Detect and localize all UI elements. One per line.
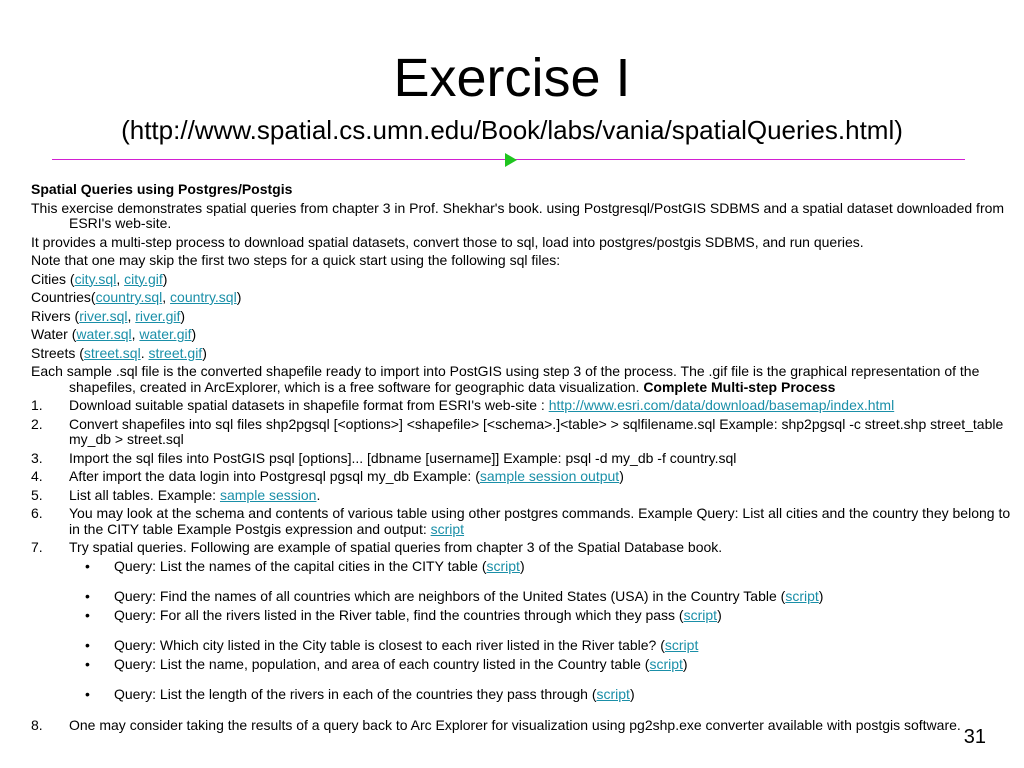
page-number: 31 [963, 726, 986, 748]
script-link[interactable]: script [486, 557, 520, 574]
query-item: • Query: List the names of the capital cities in the CITY table (script) [85, 557, 525, 574]
file-link[interactable]: river.gif [135, 307, 181, 324]
bullet-icon: • [85, 588, 90, 604]
file-link[interactable]: street.sql [83, 344, 141, 361]
step-2: 2. Convert shapefiles into sql files shp2pgsql [<options>] <shapefile> [<schema>.]<table> > sqlfilename.sql Example: shp2pgsql -c street.shp street_table my_db > street.sql [31, 415, 1004, 447]
file-link[interactable]: water.gif [139, 326, 192, 342]
complete-process-label: Complete Multi-step Process [643, 378, 836, 395]
esri-download-link[interactable]: http://www.esri.com/data/download/basemap/index.html [548, 397, 895, 413]
bullet-icon: • [85, 655, 90, 672]
step-4: 4. After import the data login into Postgresql pgsql my_db Example: (sample session output) [31, 468, 624, 484]
script-link[interactable]: script [785, 588, 819, 604]
script-link[interactable]: script [649, 655, 683, 672]
script-link[interactable]: script [430, 520, 465, 537]
note-paragraph: Note that one may skip the first two steps for a quick start using the following sql files: [31, 252, 561, 268]
slide-title: Exercise I [393, 48, 631, 108]
play-arrow-icon [505, 153, 517, 167]
script-link[interactable]: script [683, 606, 718, 623]
script-link[interactable]: script [596, 686, 630, 702]
file-row-rivers: Rivers (river.sql, river.gif) [31, 307, 186, 324]
section-heading: Spatial Queries using Postgres/Postgis [31, 181, 293, 197]
file-link[interactable]: city.sql [74, 270, 117, 287]
query-item: • Query: List the name, population, and area of each country listed in the Country table (script) [85, 655, 688, 672]
slide-subtitle-url: (http://www.spatial.cs.umn.edu/Book/labs/vania/spatialQueries.html) [121, 115, 903, 145]
step-5: 5. List all tables. Example: sample session. [31, 486, 321, 503]
sample-session-link[interactable]: sample session [219, 486, 317, 503]
file-link[interactable]: street.gif [148, 344, 203, 361]
query-item: • Query: Find the names of all countries which are neighbors of the United States (USA) in the Country Table (script) [85, 588, 824, 604]
file-row-streets: Streets (street.sql. street.gif) [31, 344, 207, 361]
file-link[interactable]: country.sql [170, 289, 237, 305]
step-3: 3. Import the sql files into PostGIS psql [options]... [dbname [username]] Example: psql -d my_db -f country.sql [31, 449, 737, 466]
query-item: • Query: Which city listed in the City table is closest to each river listed in the River table? (script [85, 637, 699, 653]
file-link[interactable]: river.sql [79, 307, 128, 324]
file-row-cities: Cities (city.sql, city.gif) [31, 270, 168, 287]
intro-paragraph: This exercise demonstrates spatial queries from chapter 3 in Prof. Shekhar's book. using Postgresql/PostGIS SDBMS and a spatial dataset downloaded from ESRI's web-site. [31, 199, 1005, 231]
bullet-icon: • [85, 637, 90, 653]
step-6: 6. You may look at the schema and contents of various table using other postgres commands. Example Query: List all cities and the country they belong to in the CITY table Example Postgis expression and output: script [31, 505, 1011, 537]
query-item: • Query: List the length of the rivers in each of the countries they pass through (script) [85, 686, 635, 702]
step-8: 8. One may consider taking the results of a query back to Arc Explorer for visualization using pg2shp.exe converter available with postgis software. [31, 716, 961, 733]
script-link[interactable]: script [664, 637, 699, 653]
each-sample-paragraph: Each sample .sql file is the converted shapefile ready to import into PostGIS using step 3 of the process. The .gif file is the graphical representation of the shapefiles, created in ArcExplorer, which is a free software for geographic data visualization. Complete Multi-step Process [31, 363, 980, 395]
sample-session-output-link[interactable]: sample session output [479, 468, 620, 484]
bullet-icon: • [85, 606, 90, 623]
file-link[interactable]: city.gif [124, 270, 163, 287]
bullet-icon: • [85, 557, 90, 574]
slide-body [31, 182, 1016, 736]
query-item: • Query: For all the rivers listed in the River table, find the countries through which they pass (script) [85, 606, 722, 623]
step-7: 7. Try spatial queries. Following are example of spatial queries from chapter 3 of the Spatial Database book. [31, 539, 723, 555]
file-row-countries: Countries(country.sql, country.sql) [31, 289, 242, 305]
file-link[interactable]: water.sql [76, 326, 132, 342]
file-link[interactable]: country.sql [95, 289, 163, 305]
process-paragraph: It provides a multi-step process to download spatial datasets, convert those to sql, load into postgres/postgis SDBMS, and run queries. [31, 233, 864, 250]
step-1: 1. Download suitable spatial datasets in shapefile format from ESRI's web-site : http://www.esri.com/data/download/basemap/index.html [31, 397, 895, 413]
file-row-water: Water (water.sql, water.gif) [31, 326, 197, 342]
bullet-icon: • [85, 686, 90, 702]
